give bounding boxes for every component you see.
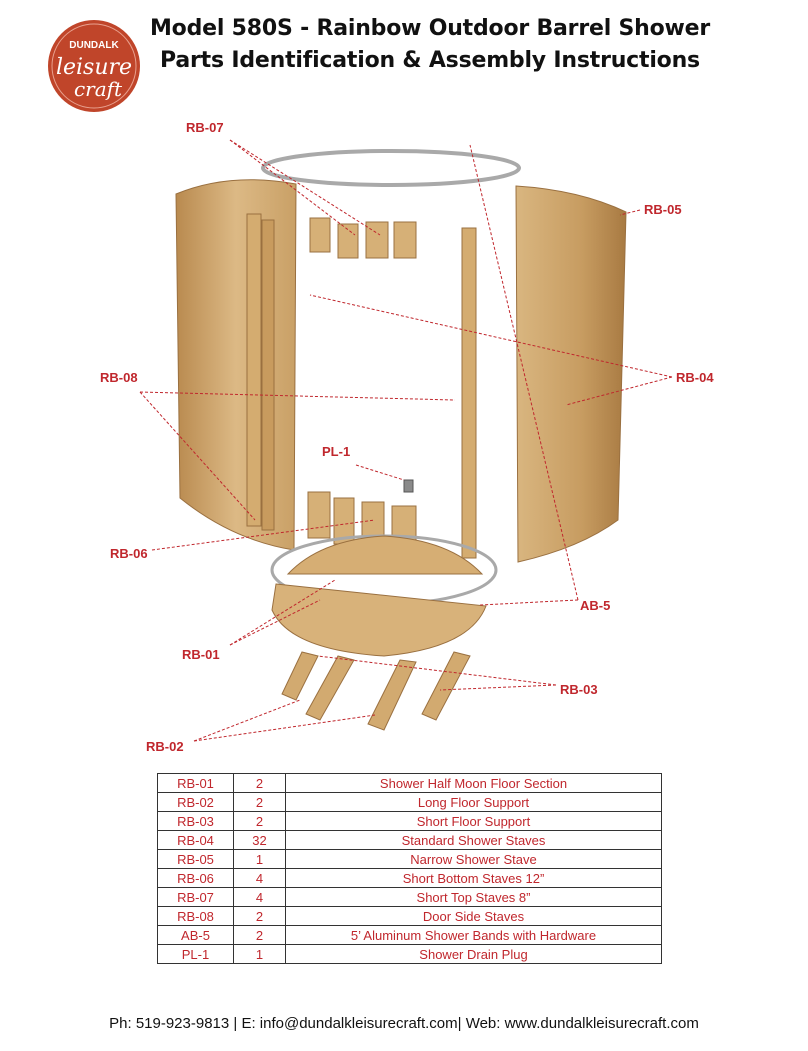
part-code-cell: RB-03 — [158, 812, 234, 831]
part-code-cell: PL-1 — [158, 945, 234, 964]
part-code-cell: RB-01 — [158, 774, 234, 793]
label-rb-07: RB-07 — [186, 120, 224, 135]
floor-support-3 — [368, 660, 416, 730]
logo-text-leisure: leisure — [55, 55, 133, 80]
quantity-cell: 2 — [234, 774, 286, 793]
description-cell: Shower Drain Plug — [286, 945, 662, 964]
page-title-line1: Model 580S - Rainbow Outdoor Barrel Shower — [149, 16, 711, 41]
table-row — [158, 774, 662, 793]
label-rb-02: RB-02 — [146, 739, 184, 754]
table-row — [158, 907, 662, 926]
table-row — [158, 926, 662, 945]
description-cell: Standard Shower Staves — [286, 831, 662, 850]
quantity-cell: 2 — [234, 926, 286, 945]
contact-footer: Ph: 519-923-9813 | E: info@dundalkleisurecraft.com| Web: www.dundalkleisurecraft.com — [109, 1015, 699, 1032]
label-ab-5: AB-5 — [580, 598, 611, 613]
table-row — [158, 869, 662, 888]
top-aluminum-band — [263, 151, 519, 185]
description-cell: 5’ Aluminum Shower Bands with Hardware — [286, 926, 662, 945]
table-row — [158, 793, 662, 812]
quantity-cell: 2 — [234, 812, 286, 831]
label-rb-03: RB-03 — [560, 682, 598, 697]
part-code-cell: AB-5 — [158, 926, 234, 945]
part-code-cell: RB-08 — [158, 907, 234, 926]
description-cell: Shower Half Moon Floor Section — [286, 774, 662, 793]
description-cell: Short Bottom Staves 12” — [286, 869, 662, 888]
exploded-assembly-diagram — [0, 100, 808, 760]
quantity-cell: 2 — [234, 793, 286, 812]
quantity-cell: 1 — [234, 850, 286, 869]
drain-plug — [404, 480, 413, 492]
top-stave-4 — [394, 222, 416, 258]
left-wall-panel — [176, 180, 296, 550]
part-code-cell: RB-05 — [158, 850, 234, 869]
parts-table — [157, 773, 662, 964]
part-code-cell: RB-04 — [158, 831, 234, 850]
label-rb-01: RB-01 — [182, 647, 220, 662]
quantity-cell: 1 — [234, 945, 286, 964]
quantity-cell: 4 — [234, 888, 286, 907]
description-cell: Narrow Shower Stave — [286, 850, 662, 869]
floor-half-moon-front — [272, 584, 486, 656]
table-row — [158, 850, 662, 869]
page-title-line2: Parts Identification & Assembly Instructions — [160, 48, 700, 73]
label-rb-06: RB-06 — [110, 546, 148, 561]
door-side-stave-left-inner — [262, 220, 274, 530]
description-cell: Short Floor Support — [286, 812, 662, 831]
floor-support-4 — [422, 652, 470, 720]
label-rb-04: RB-04 — [676, 370, 714, 385]
table-row — [158, 945, 662, 964]
part-code-cell: RB-06 — [158, 869, 234, 888]
quantity-cell: 2 — [234, 907, 286, 926]
top-stave-3 — [366, 222, 388, 258]
part-code-cell: RB-02 — [158, 793, 234, 812]
label-rb-08: RB-08 — [100, 370, 138, 385]
label-rb-05: RB-05 — [644, 202, 682, 217]
logo-text-dundalk: DUNDALK — [69, 40, 119, 51]
table-row — [158, 888, 662, 907]
floor-support-1 — [282, 652, 318, 700]
parts-table-body — [158, 774, 662, 964]
part-code-cell: RB-07 — [158, 888, 234, 907]
top-stave-1 — [310, 218, 330, 252]
table-row — [158, 831, 662, 850]
label-pl-1: PL-1 — [322, 444, 351, 459]
description-cell: Short Top Staves 8” — [286, 888, 662, 907]
door-side-stave-left — [247, 214, 261, 526]
table-row — [158, 812, 662, 831]
door-side-stave-right — [462, 228, 476, 558]
logo-text-craft: craft — [73, 77, 123, 101]
bottom-stave-1 — [308, 492, 330, 538]
quantity-cell: 4 — [234, 869, 286, 888]
quantity-cell: 32 — [234, 831, 286, 850]
description-cell: Long Floor Support — [286, 793, 662, 812]
description-cell: Door Side Staves — [286, 907, 662, 926]
right-wall-panel — [516, 186, 626, 562]
